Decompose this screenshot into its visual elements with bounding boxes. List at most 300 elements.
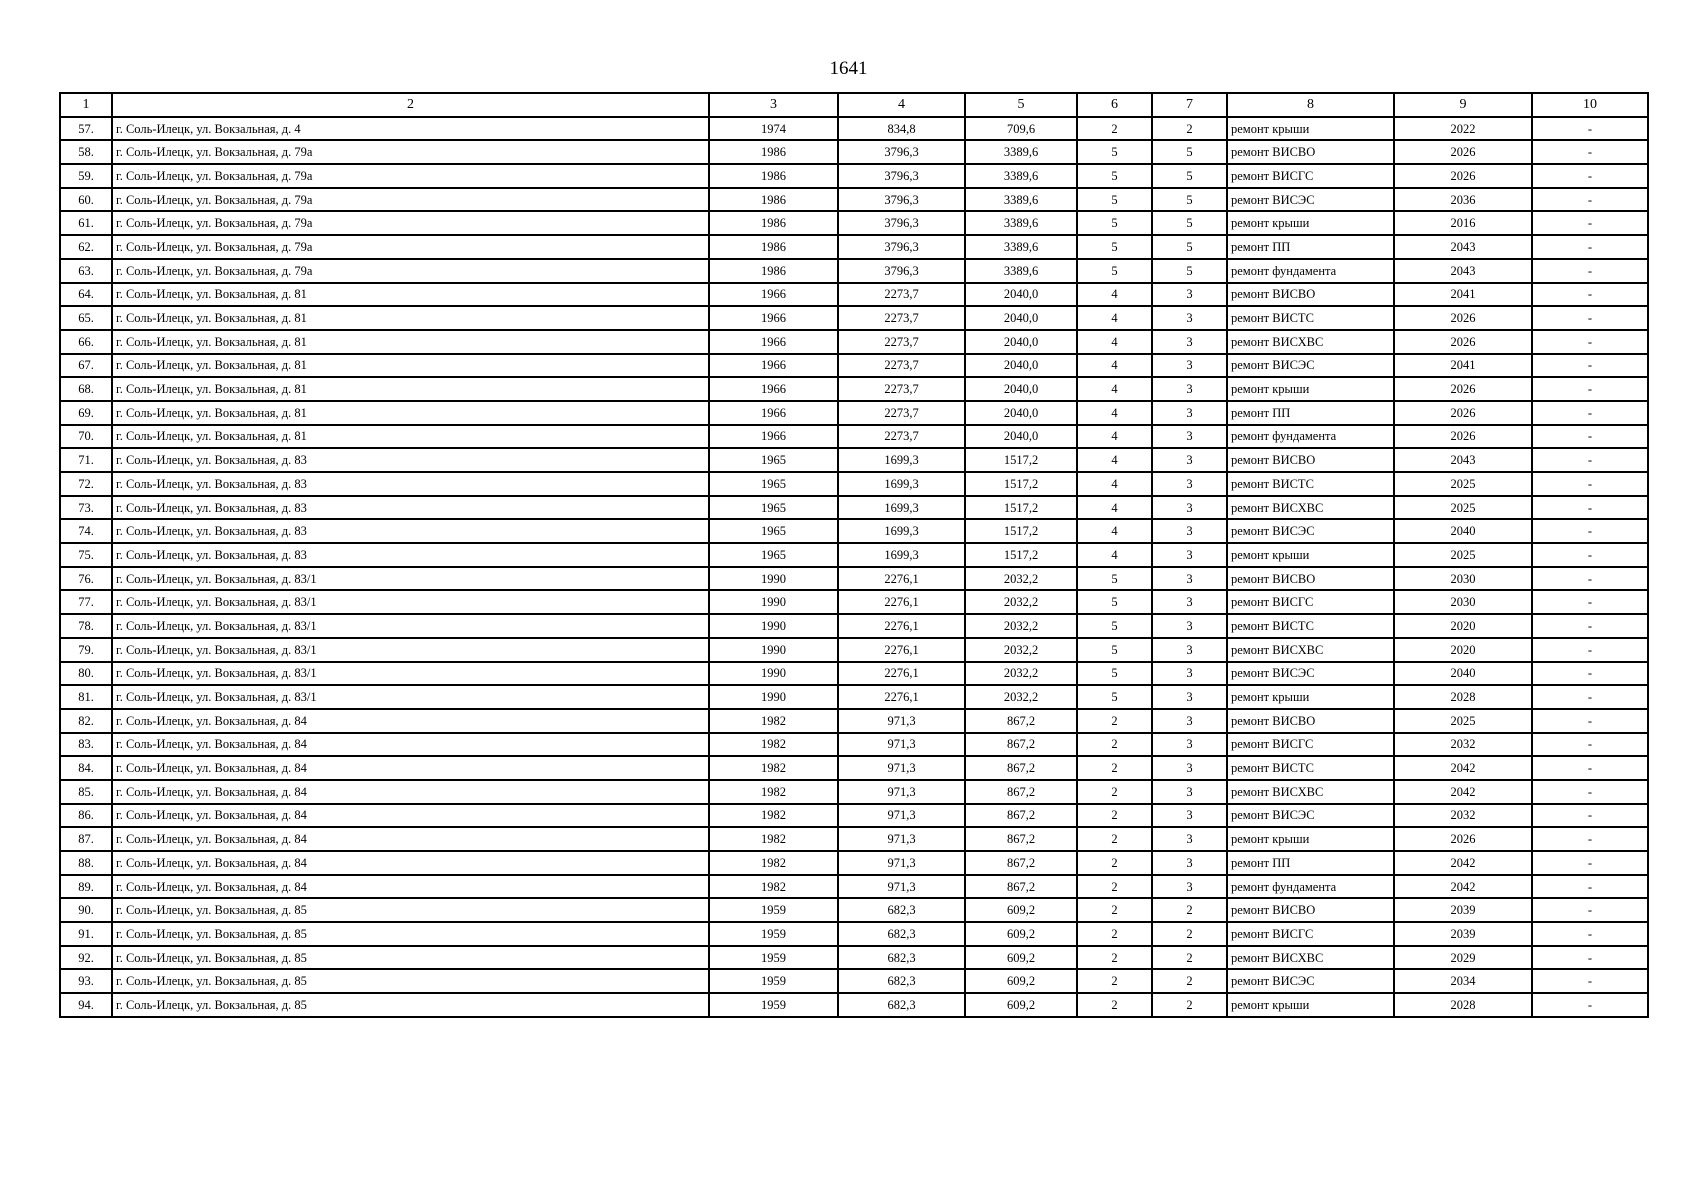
cell-build-year: 1966 xyxy=(709,306,838,330)
cell-living-area: 609,2 xyxy=(965,898,1077,922)
cell-planned-year: 2026 xyxy=(1394,330,1532,354)
cell-living-area: 867,2 xyxy=(965,827,1077,851)
cell-work-type: ремонт ВИСХВС xyxy=(1227,946,1394,970)
cell-entrances: 3 xyxy=(1152,401,1227,425)
cell-living-area: 3389,6 xyxy=(965,140,1077,164)
cell-entrances: 3 xyxy=(1152,590,1227,614)
cell-total-area: 2276,1 xyxy=(838,638,965,662)
cell-build-year: 1982 xyxy=(709,851,838,875)
cell-row-index: 92. xyxy=(60,946,112,970)
column-header: 1 xyxy=(60,93,112,117)
cell-planned-year: 2042 xyxy=(1394,756,1532,780)
cell-entrances: 3 xyxy=(1152,875,1227,899)
cell-floors: 4 xyxy=(1077,401,1152,425)
cell-row-index: 62. xyxy=(60,235,112,259)
cell-planned-year: 2026 xyxy=(1394,827,1532,851)
cell-floors: 5 xyxy=(1077,140,1152,164)
table-row xyxy=(60,188,1648,212)
table-row xyxy=(60,590,1648,614)
cell-floors: 5 xyxy=(1077,164,1152,188)
table-row xyxy=(60,377,1648,401)
cell-living-area: 609,2 xyxy=(965,922,1077,946)
cell-floors: 2 xyxy=(1077,969,1152,993)
cell-work-type: ремонт ВИСХВС xyxy=(1227,330,1394,354)
cell-row-index: 74. xyxy=(60,519,112,543)
cell-planned-year: 2036 xyxy=(1394,188,1532,212)
cell-row-index: 87. xyxy=(60,827,112,851)
cell-total-area: 971,3 xyxy=(838,709,965,733)
column-header: 10 xyxy=(1532,93,1648,117)
cell-work-type: ремонт ПП xyxy=(1227,235,1394,259)
cell-work-type: ремонт крыши xyxy=(1227,543,1394,567)
table-row xyxy=(60,567,1648,591)
cell-address: г. Соль-Илецк, ул. Вокзальная, д. 83/1 xyxy=(112,685,709,709)
cell-living-area: 2040,0 xyxy=(965,283,1077,307)
cell-build-year: 1982 xyxy=(709,804,838,828)
cell-floors: 4 xyxy=(1077,472,1152,496)
column-number-row xyxy=(60,93,1648,117)
cell-note: - xyxy=(1532,638,1648,662)
cell-row-index: 80. xyxy=(60,662,112,686)
cell-note: - xyxy=(1532,401,1648,425)
cell-build-year: 1986 xyxy=(709,211,838,235)
cell-build-year: 1982 xyxy=(709,733,838,757)
cell-living-area: 867,2 xyxy=(965,875,1077,899)
cell-entrances: 3 xyxy=(1152,425,1227,449)
cell-floors: 5 xyxy=(1077,235,1152,259)
cell-planned-year: 2022 xyxy=(1394,117,1532,141)
cell-note: - xyxy=(1532,875,1648,899)
cell-row-index: 88. xyxy=(60,851,112,875)
cell-build-year: 1990 xyxy=(709,567,838,591)
column-header: 6 xyxy=(1077,93,1152,117)
cell-entrances: 2 xyxy=(1152,898,1227,922)
cell-floors: 4 xyxy=(1077,496,1152,520)
cell-note: - xyxy=(1532,543,1648,567)
cell-build-year: 1982 xyxy=(709,756,838,780)
cell-build-year: 1990 xyxy=(709,590,838,614)
table-row xyxy=(60,235,1648,259)
cell-planned-year: 2026 xyxy=(1394,306,1532,330)
cell-total-area: 1699,3 xyxy=(838,448,965,472)
cell-living-area: 1517,2 xyxy=(965,472,1077,496)
cell-entrances: 3 xyxy=(1152,448,1227,472)
cell-build-year: 1959 xyxy=(709,898,838,922)
cell-build-year: 1959 xyxy=(709,993,838,1017)
cell-address: г. Соль-Илецк, ул. Вокзальная, д. 84 xyxy=(112,756,709,780)
cell-row-index: 69. xyxy=(60,401,112,425)
cell-living-area: 2032,2 xyxy=(965,614,1077,638)
table-row xyxy=(60,259,1648,283)
cell-row-index: 70. xyxy=(60,425,112,449)
cell-total-area: 1699,3 xyxy=(838,472,965,496)
cell-living-area: 3389,6 xyxy=(965,188,1077,212)
cell-note: - xyxy=(1532,330,1648,354)
cell-planned-year: 2042 xyxy=(1394,875,1532,899)
cell-floors: 2 xyxy=(1077,851,1152,875)
cell-entrances: 5 xyxy=(1152,259,1227,283)
cell-row-index: 78. xyxy=(60,614,112,638)
cell-living-area: 867,2 xyxy=(965,709,1077,733)
cell-planned-year: 2029 xyxy=(1394,946,1532,970)
cell-living-area: 2040,0 xyxy=(965,377,1077,401)
cell-build-year: 1966 xyxy=(709,354,838,378)
cell-address: г. Соль-Илецк, ул. Вокзальная, д. 83 xyxy=(112,472,709,496)
cell-total-area: 1699,3 xyxy=(838,543,965,567)
cell-total-area: 2273,7 xyxy=(838,330,965,354)
cell-row-index: 85. xyxy=(60,780,112,804)
cell-note: - xyxy=(1532,614,1648,638)
cell-entrances: 3 xyxy=(1152,827,1227,851)
cell-work-type: ремонт крыши xyxy=(1227,993,1394,1017)
cell-floors: 5 xyxy=(1077,188,1152,212)
cell-planned-year: 2041 xyxy=(1394,354,1532,378)
cell-address: г. Соль-Илецк, ул. Вокзальная, д. 85 xyxy=(112,993,709,1017)
column-header: 5 xyxy=(965,93,1077,117)
cell-entrances: 3 xyxy=(1152,543,1227,567)
cell-planned-year: 2025 xyxy=(1394,543,1532,567)
cell-row-index: 58. xyxy=(60,140,112,164)
cell-floors: 2 xyxy=(1077,117,1152,141)
cell-address: г. Соль-Илецк, ул. Вокзальная, д. 81 xyxy=(112,330,709,354)
cell-work-type: ремонт фундамента xyxy=(1227,425,1394,449)
cell-build-year: 1990 xyxy=(709,685,838,709)
cell-work-type: ремонт ВИСЭС xyxy=(1227,662,1394,686)
cell-work-type: ремонт ВИСТС xyxy=(1227,756,1394,780)
table-row xyxy=(60,211,1648,235)
cell-build-year: 1986 xyxy=(709,188,838,212)
cell-row-index: 76. xyxy=(60,567,112,591)
cell-build-year: 1986 xyxy=(709,140,838,164)
cell-floors: 5 xyxy=(1077,211,1152,235)
cell-address: г. Соль-Илецк, ул. Вокзальная, д. 83/1 xyxy=(112,662,709,686)
cell-entrances: 3 xyxy=(1152,519,1227,543)
cell-address: г. Соль-Илецк, ул. Вокзальная, д. 84 xyxy=(112,733,709,757)
cell-address: г. Соль-Илецк, ул. Вокзальная, д. 79а xyxy=(112,235,709,259)
cell-address: г. Соль-Илецк, ул. Вокзальная, д. 81 xyxy=(112,354,709,378)
cell-note: - xyxy=(1532,259,1648,283)
cell-planned-year: 2039 xyxy=(1394,898,1532,922)
cell-work-type: ремонт ВИСГС xyxy=(1227,164,1394,188)
cell-planned-year: 2043 xyxy=(1394,235,1532,259)
column-header: 9 xyxy=(1394,93,1532,117)
cell-address: г. Соль-Илецк, ул. Вокзальная, д. 83/1 xyxy=(112,590,709,614)
cell-build-year: 1986 xyxy=(709,235,838,259)
column-header: 4 xyxy=(838,93,965,117)
cell-floors: 2 xyxy=(1077,709,1152,733)
cell-planned-year: 2026 xyxy=(1394,377,1532,401)
page-number: 1641 xyxy=(829,58,868,79)
cell-total-area: 971,3 xyxy=(838,827,965,851)
cell-work-type: ремонт ВИСГС xyxy=(1227,590,1394,614)
cell-total-area: 971,3 xyxy=(838,733,965,757)
cell-floors: 5 xyxy=(1077,590,1152,614)
cell-total-area: 971,3 xyxy=(838,851,965,875)
cell-total-area: 682,3 xyxy=(838,993,965,1017)
cell-row-index: 81. xyxy=(60,685,112,709)
cell-row-index: 64. xyxy=(60,283,112,307)
cell-row-index: 84. xyxy=(60,756,112,780)
cell-living-area: 2032,2 xyxy=(965,638,1077,662)
cell-build-year: 1959 xyxy=(709,922,838,946)
cell-address: г. Соль-Илецк, ул. Вокзальная, д. 85 xyxy=(112,946,709,970)
cell-build-year: 1966 xyxy=(709,330,838,354)
cell-living-area: 2040,0 xyxy=(965,354,1077,378)
cell-total-area: 1699,3 xyxy=(838,519,965,543)
cell-floors: 4 xyxy=(1077,354,1152,378)
table-row xyxy=(60,543,1648,567)
table-row xyxy=(60,117,1648,141)
cell-total-area: 971,3 xyxy=(838,804,965,828)
cell-note: - xyxy=(1532,898,1648,922)
cell-work-type: ремонт ВИСТС xyxy=(1227,614,1394,638)
cell-row-index: 59. xyxy=(60,164,112,188)
cell-entrances: 3 xyxy=(1152,330,1227,354)
cell-entrances: 5 xyxy=(1152,140,1227,164)
cell-planned-year: 2025 xyxy=(1394,709,1532,733)
cell-planned-year: 2043 xyxy=(1394,448,1532,472)
cell-total-area: 2276,1 xyxy=(838,567,965,591)
cell-planned-year: 2026 xyxy=(1394,425,1532,449)
cell-address: г. Соль-Илецк, ул. Вокзальная, д. 79а xyxy=(112,188,709,212)
cell-entrances: 3 xyxy=(1152,685,1227,709)
cell-address: г. Соль-Илецк, ул. Вокзальная, д. 84 xyxy=(112,875,709,899)
cell-living-area: 2040,0 xyxy=(965,401,1077,425)
cell-note: - xyxy=(1532,448,1648,472)
table-row xyxy=(60,709,1648,733)
table-row xyxy=(60,283,1648,307)
cell-total-area: 3796,3 xyxy=(838,164,965,188)
cell-build-year: 1966 xyxy=(709,425,838,449)
cell-build-year: 1959 xyxy=(709,946,838,970)
cell-work-type: ремонт ВИСВО xyxy=(1227,448,1394,472)
cell-row-index: 90. xyxy=(60,898,112,922)
cell-note: - xyxy=(1532,567,1648,591)
cell-floors: 5 xyxy=(1077,638,1152,662)
cell-build-year: 1982 xyxy=(709,780,838,804)
cell-living-area: 3389,6 xyxy=(965,235,1077,259)
cell-planned-year: 2040 xyxy=(1394,662,1532,686)
cell-row-index: 71. xyxy=(60,448,112,472)
cell-planned-year: 2042 xyxy=(1394,780,1532,804)
cell-entrances: 3 xyxy=(1152,354,1227,378)
cell-total-area: 2273,7 xyxy=(838,425,965,449)
table-row xyxy=(60,685,1648,709)
cell-living-area: 609,2 xyxy=(965,969,1077,993)
cell-address: г. Соль-Илецк, ул. Вокзальная, д. 79а xyxy=(112,259,709,283)
cell-floors: 4 xyxy=(1077,306,1152,330)
cell-address: г. Соль-Илецк, ул. Вокзальная, д. 4 xyxy=(112,117,709,141)
cell-floors: 2 xyxy=(1077,875,1152,899)
cell-build-year: 1959 xyxy=(709,969,838,993)
cell-total-area: 1699,3 xyxy=(838,496,965,520)
cell-work-type: ремонт ВИСЭС xyxy=(1227,354,1394,378)
cell-floors: 2 xyxy=(1077,804,1152,828)
table-row xyxy=(60,780,1648,804)
cell-floors: 4 xyxy=(1077,425,1152,449)
cell-living-area: 3389,6 xyxy=(965,164,1077,188)
cell-row-index: 89. xyxy=(60,875,112,899)
cell-row-index: 75. xyxy=(60,543,112,567)
cell-build-year: 1965 xyxy=(709,496,838,520)
cell-row-index: 61. xyxy=(60,211,112,235)
cell-note: - xyxy=(1532,377,1648,401)
cell-address: г. Соль-Илецк, ул. Вокзальная, д. 79а xyxy=(112,164,709,188)
cell-entrances: 5 xyxy=(1152,235,1227,259)
cell-build-year: 1986 xyxy=(709,259,838,283)
cell-address: г. Соль-Илецк, ул. Вокзальная, д. 84 xyxy=(112,851,709,875)
cell-note: - xyxy=(1532,354,1648,378)
cell-note: - xyxy=(1532,969,1648,993)
cell-build-year: 1986 xyxy=(709,164,838,188)
cell-entrances: 5 xyxy=(1152,188,1227,212)
cell-living-area: 2032,2 xyxy=(965,590,1077,614)
cell-total-area: 2273,7 xyxy=(838,401,965,425)
cell-note: - xyxy=(1532,283,1648,307)
cell-address: г. Соль-Илецк, ул. Вокзальная, д. 83 xyxy=(112,543,709,567)
cell-living-area: 867,2 xyxy=(965,804,1077,828)
cell-address: г. Соль-Илецк, ул. Вокзальная, д. 85 xyxy=(112,969,709,993)
cell-floors: 4 xyxy=(1077,519,1152,543)
repair-schedule-table xyxy=(59,92,1649,1018)
table-row xyxy=(60,898,1648,922)
cell-entrances: 3 xyxy=(1152,306,1227,330)
cell-note: - xyxy=(1532,709,1648,733)
cell-address: г. Соль-Илецк, ул. Вокзальная, д. 81 xyxy=(112,401,709,425)
cell-build-year: 1982 xyxy=(709,827,838,851)
table-row xyxy=(60,804,1648,828)
column-header: 3 xyxy=(709,93,838,117)
cell-note: - xyxy=(1532,164,1648,188)
cell-note: - xyxy=(1532,804,1648,828)
cell-living-area: 867,2 xyxy=(965,756,1077,780)
cell-note: - xyxy=(1532,733,1648,757)
cell-row-index: 82. xyxy=(60,709,112,733)
cell-floors: 5 xyxy=(1077,614,1152,638)
cell-address: г. Соль-Илецк, ул. Вокзальная, д. 84 xyxy=(112,827,709,851)
cell-work-type: ремонт крыши xyxy=(1227,377,1394,401)
cell-living-area: 867,2 xyxy=(965,780,1077,804)
table-row xyxy=(60,472,1648,496)
cell-living-area: 609,2 xyxy=(965,946,1077,970)
cell-work-type: ремонт фундамента xyxy=(1227,259,1394,283)
cell-work-type: ремонт ВИСХВС xyxy=(1227,780,1394,804)
cell-note: - xyxy=(1532,235,1648,259)
cell-work-type: ремонт ВИСВО xyxy=(1227,567,1394,591)
table-row xyxy=(60,164,1648,188)
cell-work-type: ремонт фундамента xyxy=(1227,875,1394,899)
cell-planned-year: 2034 xyxy=(1394,969,1532,993)
cell-total-area: 682,3 xyxy=(838,922,965,946)
cell-build-year: 1965 xyxy=(709,519,838,543)
cell-address: г. Соль-Илецк, ул. Вокзальная, д. 83/1 xyxy=(112,638,709,662)
cell-total-area: 3796,3 xyxy=(838,259,965,283)
table-row xyxy=(60,922,1648,946)
cell-floors: 4 xyxy=(1077,543,1152,567)
cell-entrances: 3 xyxy=(1152,733,1227,757)
cell-planned-year: 2026 xyxy=(1394,401,1532,425)
cell-address: г. Соль-Илецк, ул. Вокзальная, д. 85 xyxy=(112,898,709,922)
cell-note: - xyxy=(1532,140,1648,164)
cell-entrances: 3 xyxy=(1152,851,1227,875)
cell-total-area: 3796,3 xyxy=(838,211,965,235)
cell-floors: 2 xyxy=(1077,733,1152,757)
cell-total-area: 2273,7 xyxy=(838,306,965,330)
cell-planned-year: 2042 xyxy=(1394,851,1532,875)
cell-row-index: 65. xyxy=(60,306,112,330)
cell-address: г. Соль-Илецк, ул. Вокзальная, д. 84 xyxy=(112,780,709,804)
cell-planned-year: 2040 xyxy=(1394,519,1532,543)
cell-row-index: 79. xyxy=(60,638,112,662)
cell-address: г. Соль-Илецк, ул. Вокзальная, д. 83 xyxy=(112,448,709,472)
table-row xyxy=(60,638,1648,662)
cell-work-type: ремонт ВИСХВС xyxy=(1227,638,1394,662)
cell-entrances: 5 xyxy=(1152,211,1227,235)
table-row xyxy=(60,946,1648,970)
cell-work-type: ремонт ВИСЭС xyxy=(1227,188,1394,212)
table-row xyxy=(60,496,1648,520)
cell-floors: 5 xyxy=(1077,567,1152,591)
cell-entrances: 5 xyxy=(1152,164,1227,188)
cell-floors: 2 xyxy=(1077,827,1152,851)
cell-living-area: 2040,0 xyxy=(965,425,1077,449)
cell-work-type: ремонт ВИСВО xyxy=(1227,140,1394,164)
cell-address: г. Соль-Илецк, ул. Вокзальная, д. 83 xyxy=(112,496,709,520)
table-body xyxy=(60,117,1648,1017)
cell-total-area: 971,3 xyxy=(838,756,965,780)
table-row xyxy=(60,519,1648,543)
cell-work-type: ремонт крыши xyxy=(1227,685,1394,709)
cell-floors: 4 xyxy=(1077,330,1152,354)
cell-living-area: 3389,6 xyxy=(965,211,1077,235)
cell-planned-year: 2030 xyxy=(1394,590,1532,614)
cell-work-type: ремонт ВИСВО xyxy=(1227,283,1394,307)
cell-living-area: 709,6 xyxy=(965,117,1077,141)
cell-entrances: 2 xyxy=(1152,946,1227,970)
cell-total-area: 3796,3 xyxy=(838,235,965,259)
table-row xyxy=(60,733,1648,757)
cell-entrances: 3 xyxy=(1152,614,1227,638)
cell-row-index: 60. xyxy=(60,188,112,212)
cell-note: - xyxy=(1532,922,1648,946)
cell-planned-year: 2039 xyxy=(1394,922,1532,946)
cell-planned-year: 2041 xyxy=(1394,283,1532,307)
cell-note: - xyxy=(1532,662,1648,686)
table-row xyxy=(60,401,1648,425)
cell-floors: 4 xyxy=(1077,283,1152,307)
table-row xyxy=(60,662,1648,686)
cell-planned-year: 2026 xyxy=(1394,164,1532,188)
cell-work-type: ремонт ВИСВО xyxy=(1227,898,1394,922)
cell-build-year: 1982 xyxy=(709,709,838,733)
table-row xyxy=(60,756,1648,780)
cell-entrances: 2 xyxy=(1152,922,1227,946)
cell-living-area: 1517,2 xyxy=(965,496,1077,520)
cell-work-type: ремонт ВИСГС xyxy=(1227,733,1394,757)
cell-row-index: 93. xyxy=(60,969,112,993)
cell-work-type: ремонт ПП xyxy=(1227,851,1394,875)
cell-entrances: 3 xyxy=(1152,496,1227,520)
cell-total-area: 682,3 xyxy=(838,898,965,922)
cell-floors: 2 xyxy=(1077,780,1152,804)
cell-row-index: 91. xyxy=(60,922,112,946)
cell-build-year: 1966 xyxy=(709,283,838,307)
cell-address: г. Соль-Илецк, ул. Вокзальная, д. 81 xyxy=(112,306,709,330)
cell-total-area: 2276,1 xyxy=(838,685,965,709)
cell-entrances: 3 xyxy=(1152,283,1227,307)
cell-row-index: 63. xyxy=(60,259,112,283)
cell-total-area: 2273,7 xyxy=(838,354,965,378)
